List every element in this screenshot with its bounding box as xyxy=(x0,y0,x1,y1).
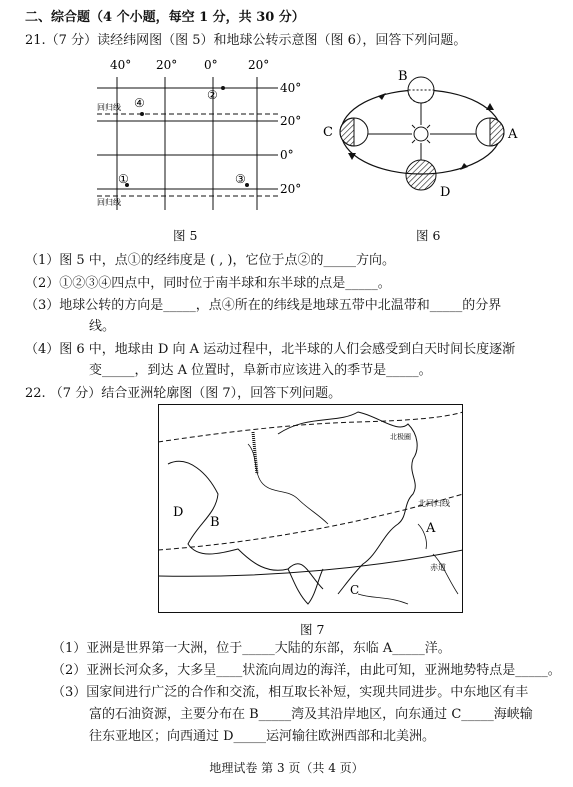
label-d: D xyxy=(440,185,451,200)
orbit-arrow-2 xyxy=(460,163,468,170)
label-equator: 赤道 xyxy=(430,563,446,572)
point-4 xyxy=(140,112,144,116)
figure-5-graticule xyxy=(80,55,320,215)
page-footer: 地理试卷 第 3 页（共 4 页） xyxy=(209,761,364,775)
lat-label-1: 40° xyxy=(280,81,302,95)
orbit-arrow-4 xyxy=(486,103,494,110)
q21-stem: 21.（7 分）读经纬网图（图 5）和地球公转示意图（图 6），回答下列问题。 xyxy=(25,33,467,48)
point-label-2: ② xyxy=(207,88,218,102)
orbit-arrow-1 xyxy=(378,93,386,100)
q21-sub-3-cont: 线。 xyxy=(89,319,116,334)
point-2 xyxy=(221,86,225,90)
label-tropic: 北回归线 xyxy=(418,499,450,508)
orbit-arrow-3 xyxy=(348,153,356,160)
lon-label-4: 20° xyxy=(248,58,270,72)
q22-sub-3-cont1: 富的石油资源，主要分布在 B_____湾及其沿岸地区，向东通过 C_____海峡输 xyxy=(89,707,533,722)
point-label-1: ① xyxy=(118,172,129,186)
lon-label-1: 40° xyxy=(110,58,132,72)
label-b: B xyxy=(210,515,220,530)
earth-d xyxy=(406,160,436,190)
point-label-4: ④ xyxy=(134,96,145,110)
label-arctic: 北极圈 xyxy=(390,433,411,441)
label-b: B xyxy=(398,69,408,84)
label-a: A xyxy=(508,127,518,142)
q22-sub-3-cont2: 往东亚地区；向西通过 D_____运河输往欧洲西部和北美洲。 xyxy=(89,729,436,744)
q22-sub-1: （1）亚洲是世界第一大洲，位于_____大陆的东部，东临 A_____洋。 xyxy=(52,641,451,656)
earth-b xyxy=(408,77,434,103)
figure-7-asia-map xyxy=(158,404,463,613)
q21-sub-4-cont: 变_____，到达 A 位置时，阜新市应该进入的季节是_____。 xyxy=(89,363,432,378)
lat-label-3: 0° xyxy=(280,148,294,162)
point-label-3: ③ xyxy=(235,172,246,186)
q21-sub-1: （1）图 5 中，点①的经纬度是 ( , )，它位于点②的_____方向。 xyxy=(25,253,395,268)
figure-6-caption: 图 6 xyxy=(416,228,441,243)
earth-c xyxy=(340,118,368,146)
lon-label-3: 0° xyxy=(204,58,218,72)
tropic-label-north: 回归线 xyxy=(97,103,121,112)
label-c: C xyxy=(323,125,333,140)
q22-sub-2: （2）亚洲长河众多，大多呈____状流向周边的海洋，由此可知，亚洲地势特点是_____。 xyxy=(52,663,561,678)
lat-label-2: 20° xyxy=(280,114,302,128)
label-c: C xyxy=(350,583,360,597)
q21-sub-4: （4）图 6 中，地球由 D 向 A 运动过程中，北半球的人们会感受到白天时间长度逐渐 xyxy=(25,342,516,357)
q21-sub-3: （3）地球公转的方向是_____，点④所在的纬线是地球五带中北温带和_____的分界 xyxy=(25,298,502,313)
figure-6-revolution xyxy=(318,58,528,223)
earth-a xyxy=(476,118,504,146)
label-a: A xyxy=(426,521,436,536)
sun-icon xyxy=(368,102,480,160)
lat-label-4: 20° xyxy=(280,182,302,196)
label-d: D xyxy=(173,505,184,520)
q22-stem: 22. （7 分）结合亚洲轮廓图（图 7），回答下列问题。 xyxy=(25,386,342,401)
q22-sub-3: （3）国家间进行广泛的合作和交流，相互取长补短，实现共同进步。中东地区有丰 xyxy=(52,685,529,700)
figure-5-caption: 图 5 xyxy=(173,228,198,243)
section-title: 二、综合题（4 个小题，每空 1 分，共 30 分） xyxy=(25,10,305,25)
tropic-label-south: 回归线 xyxy=(97,198,121,207)
figure-7-caption: 图 7 xyxy=(300,622,325,637)
q21-sub-2: （2）①②③④四点中，同时位于南半球和东半球的点是_____。 xyxy=(25,276,391,291)
lon-label-2: 20° xyxy=(156,58,178,72)
